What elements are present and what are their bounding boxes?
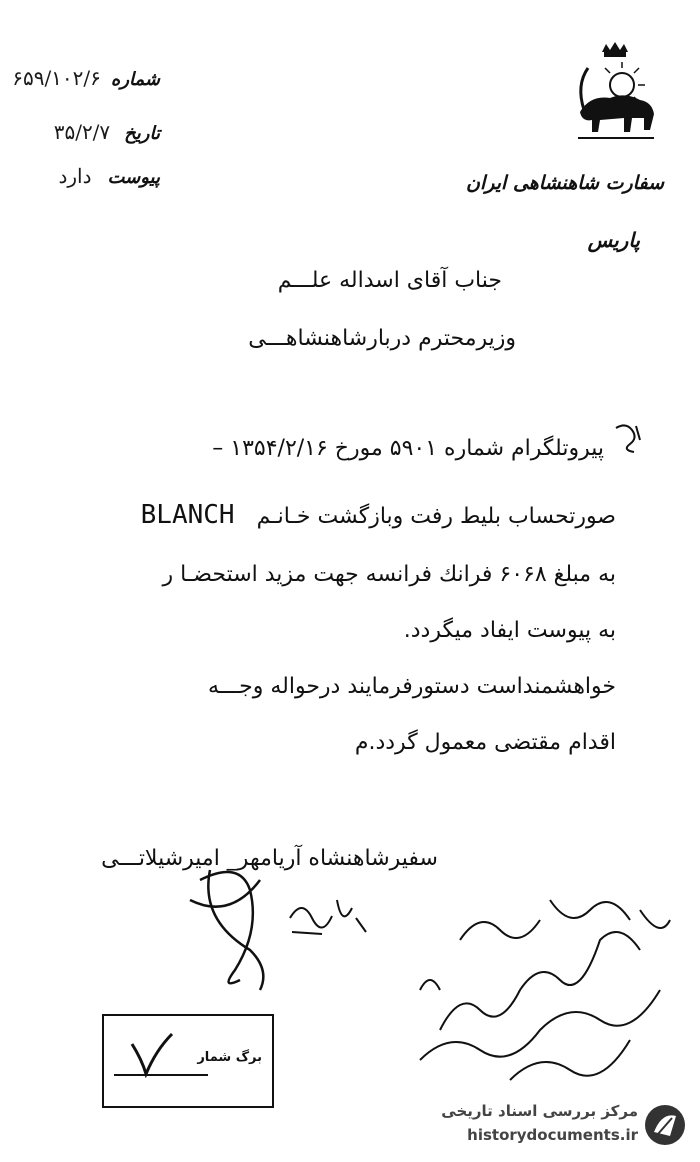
number-value: ۶۵۹/۱۰۲/۶: [12, 66, 101, 90]
attachment-label: پیوست: [107, 167, 160, 188]
city-name: پاریس: [587, 228, 640, 252]
passenger-name: BLANCH: [140, 500, 235, 530]
body-line-4: به پیوست ایفاد میگردد.: [403, 618, 616, 643]
handwritten-annotation: [400, 880, 690, 1090]
body-line-3: به مبلغ ۶۰۶۸ فرانك فرانسه جهت مزيد استحضـا ر: [162, 562, 616, 587]
handwritten-note-small: [282, 888, 372, 948]
body-line-2: [141, 500, 616, 530]
number-label: شماره: [110, 69, 160, 90]
lion-and-sun-emblem: [570, 40, 660, 140]
signature-line: سفیرشاهنشاه آریامهر_ امیرشیلاتـــی: [101, 846, 438, 871]
embassy-name: سفارت شاهنشاهی ایران: [466, 172, 664, 194]
watermark-url: historydocuments.ir: [467, 1126, 638, 1144]
watermark-logo-icon: [642, 1102, 688, 1148]
meta-date-row: [10, 120, 160, 144]
watermark-title: مرکز بررسی اسناد تاریخی: [441, 1102, 638, 1120]
meta-number-row: [10, 66, 160, 90]
stamp-check-mark: [126, 1030, 176, 1078]
addressee-line-2: وزیرمحترم دربارشاهنشاهـــی: [248, 326, 516, 351]
watermark: [418, 1098, 690, 1154]
stamp-label: برگ شمار: [197, 1050, 262, 1065]
addressee-line-1: جناب آقای اسداله علـــم: [277, 268, 502, 293]
registry-stamp: [102, 1014, 274, 1108]
body-line-1: پیروتلگرام شماره ۵۹۰۱ مورخ ۱۳۵۴/۲/۱۶ –: [212, 436, 604, 461]
date-label: تاریخ: [124, 123, 160, 144]
body-line-5: خواهشمنداست دستورفرمایند درحواله وجـــه: [208, 674, 616, 699]
body-line-6: اقدام مقتضی معمول گردد.م: [354, 730, 616, 755]
body-line-2-text: صورتحساب بلیط رفت وبازگشت خـانـم: [256, 504, 616, 529]
date-value: ۳۵/۲/۷: [53, 120, 111, 144]
stamp-rule: [114, 1074, 208, 1076]
attachment-value: دارد: [58, 164, 92, 188]
meta-attachment-row: [30, 164, 160, 188]
margin-handwritten-mark: [612, 420, 644, 456]
